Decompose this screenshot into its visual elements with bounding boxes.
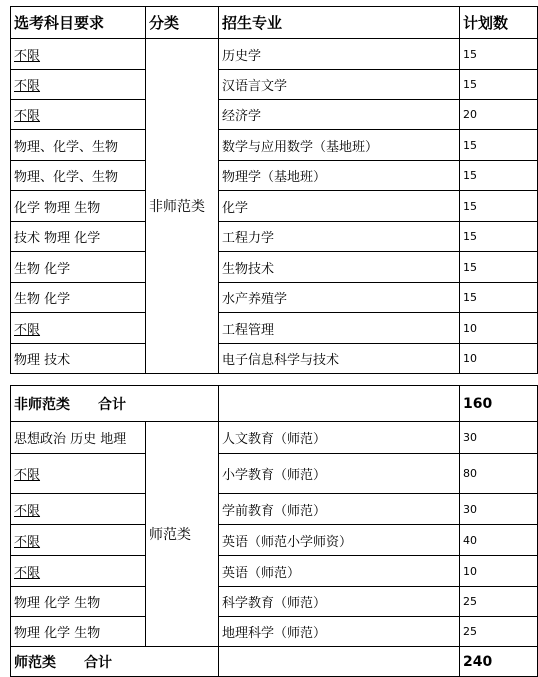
requirement-cell: 物理 化学 生物	[11, 587, 146, 617]
table-row	[11, 587, 538, 617]
teacher-total-value: 240	[460, 647, 538, 677]
non-teacher-total-row	[11, 386, 538, 422]
table-row	[11, 617, 538, 647]
requirement-cell: 物理、化学、生物	[11, 130, 146, 161]
non-teacher-total-value: 160	[460, 386, 538, 422]
table-row	[11, 222, 538, 252]
plan-cell: 15	[460, 252, 538, 283]
requirement-cell: 物理 技术	[11, 344, 146, 374]
table-row	[11, 422, 538, 454]
non-teacher-total-empty	[219, 386, 460, 422]
category-cell: 师范类	[146, 422, 219, 647]
major-cell: 英语（师范小学师资）	[219, 525, 460, 556]
header-plan: 计划数	[460, 7, 538, 39]
plan-cell: 10	[460, 556, 538, 587]
table-row	[11, 454, 538, 494]
teacher-total-empty	[219, 647, 460, 677]
table-row	[11, 70, 538, 100]
requirement-cell: 技术 物理 化学	[11, 222, 146, 252]
requirement-cell: 生物 化学	[11, 252, 146, 283]
major-cell: 化学	[219, 191, 460, 222]
plan-cell: 20	[460, 100, 538, 130]
major-cell: 地理科学（师范）	[219, 617, 460, 647]
plan-cell: 30	[460, 422, 538, 454]
major-cell: 电子信息科学与技术	[219, 344, 460, 374]
requirement-cell: 物理、化学、生物	[11, 161, 146, 191]
teacher-total-row	[11, 647, 538, 677]
teacher-table	[10, 385, 538, 677]
table-row	[11, 283, 538, 313]
requirement-cell: 不限	[11, 313, 146, 344]
plan-cell: 25	[460, 587, 538, 617]
major-cell: 数学与应用数学（基地班）	[219, 130, 460, 161]
table-row	[11, 100, 538, 130]
non-teacher-rows	[11, 39, 538, 374]
table-row	[11, 525, 538, 556]
plan-cell: 80	[460, 454, 538, 494]
major-cell: 物理学（基地班）	[219, 161, 460, 191]
table-row	[11, 191, 538, 222]
requirement-cell: 不限	[11, 494, 146, 525]
table-row	[11, 494, 538, 525]
requirement-cell: 生物 化学	[11, 283, 146, 313]
teacher-rows	[11, 422, 538, 647]
header-cat: 分类	[146, 7, 219, 39]
table-row	[11, 130, 538, 161]
plan-cell: 10	[460, 313, 538, 344]
table-row	[11, 252, 538, 283]
plan-cell: 10	[460, 344, 538, 374]
plan-cell: 25	[460, 617, 538, 647]
major-cell: 工程力学	[219, 222, 460, 252]
major-cell: 小学教育（师范）	[219, 454, 460, 494]
table-row	[11, 313, 538, 344]
major-cell: 汉语言文学	[219, 70, 460, 100]
plan-cell: 15	[460, 130, 538, 161]
requirement-cell: 化学 物理 生物	[11, 191, 146, 222]
header-major: 招生专业	[219, 7, 460, 39]
requirement-cell: 不限	[11, 39, 146, 70]
requirement-cell: 不限	[11, 70, 146, 100]
major-cell: 学前教育（师范）	[219, 494, 460, 525]
header-req: 选考科目要求	[11, 7, 146, 39]
table-row	[11, 556, 538, 587]
header-row	[11, 7, 538, 39]
teacher-total-label: 师范类 合计	[11, 647, 219, 677]
major-cell: 科学教育（师范）	[219, 587, 460, 617]
plan-cell: 15	[460, 191, 538, 222]
major-cell: 水产养殖学	[219, 283, 460, 313]
plan-cell: 30	[460, 494, 538, 525]
plan-cell: 40	[460, 525, 538, 556]
major-cell: 英语（师范）	[219, 556, 460, 587]
requirement-cell: 思想政治 历史 地理	[11, 422, 146, 454]
major-cell: 历史学	[219, 39, 460, 70]
major-cell: 工程管理	[219, 313, 460, 344]
table-row	[11, 161, 538, 191]
category-cell: 非师范类	[146, 39, 219, 374]
requirement-cell: 不限	[11, 556, 146, 587]
table-row	[11, 39, 538, 70]
requirement-cell: 不限	[11, 525, 146, 556]
plan-cell: 15	[460, 39, 538, 70]
non-teacher-total-label: 非师范类 合计	[11, 386, 219, 422]
plan-cell: 15	[460, 283, 538, 313]
plan-cell: 15	[460, 70, 538, 100]
plan-cell: 15	[460, 161, 538, 191]
requirement-cell: 物理 化学 生物	[11, 617, 146, 647]
table-row	[11, 344, 538, 374]
requirement-cell: 不限	[11, 454, 146, 494]
major-cell: 经济学	[219, 100, 460, 130]
major-cell: 生物技术	[219, 252, 460, 283]
non-teacher-table	[10, 6, 538, 374]
plan-cell: 15	[460, 222, 538, 252]
requirement-cell: 不限	[11, 100, 146, 130]
major-cell: 人文教育（师范）	[219, 422, 460, 454]
